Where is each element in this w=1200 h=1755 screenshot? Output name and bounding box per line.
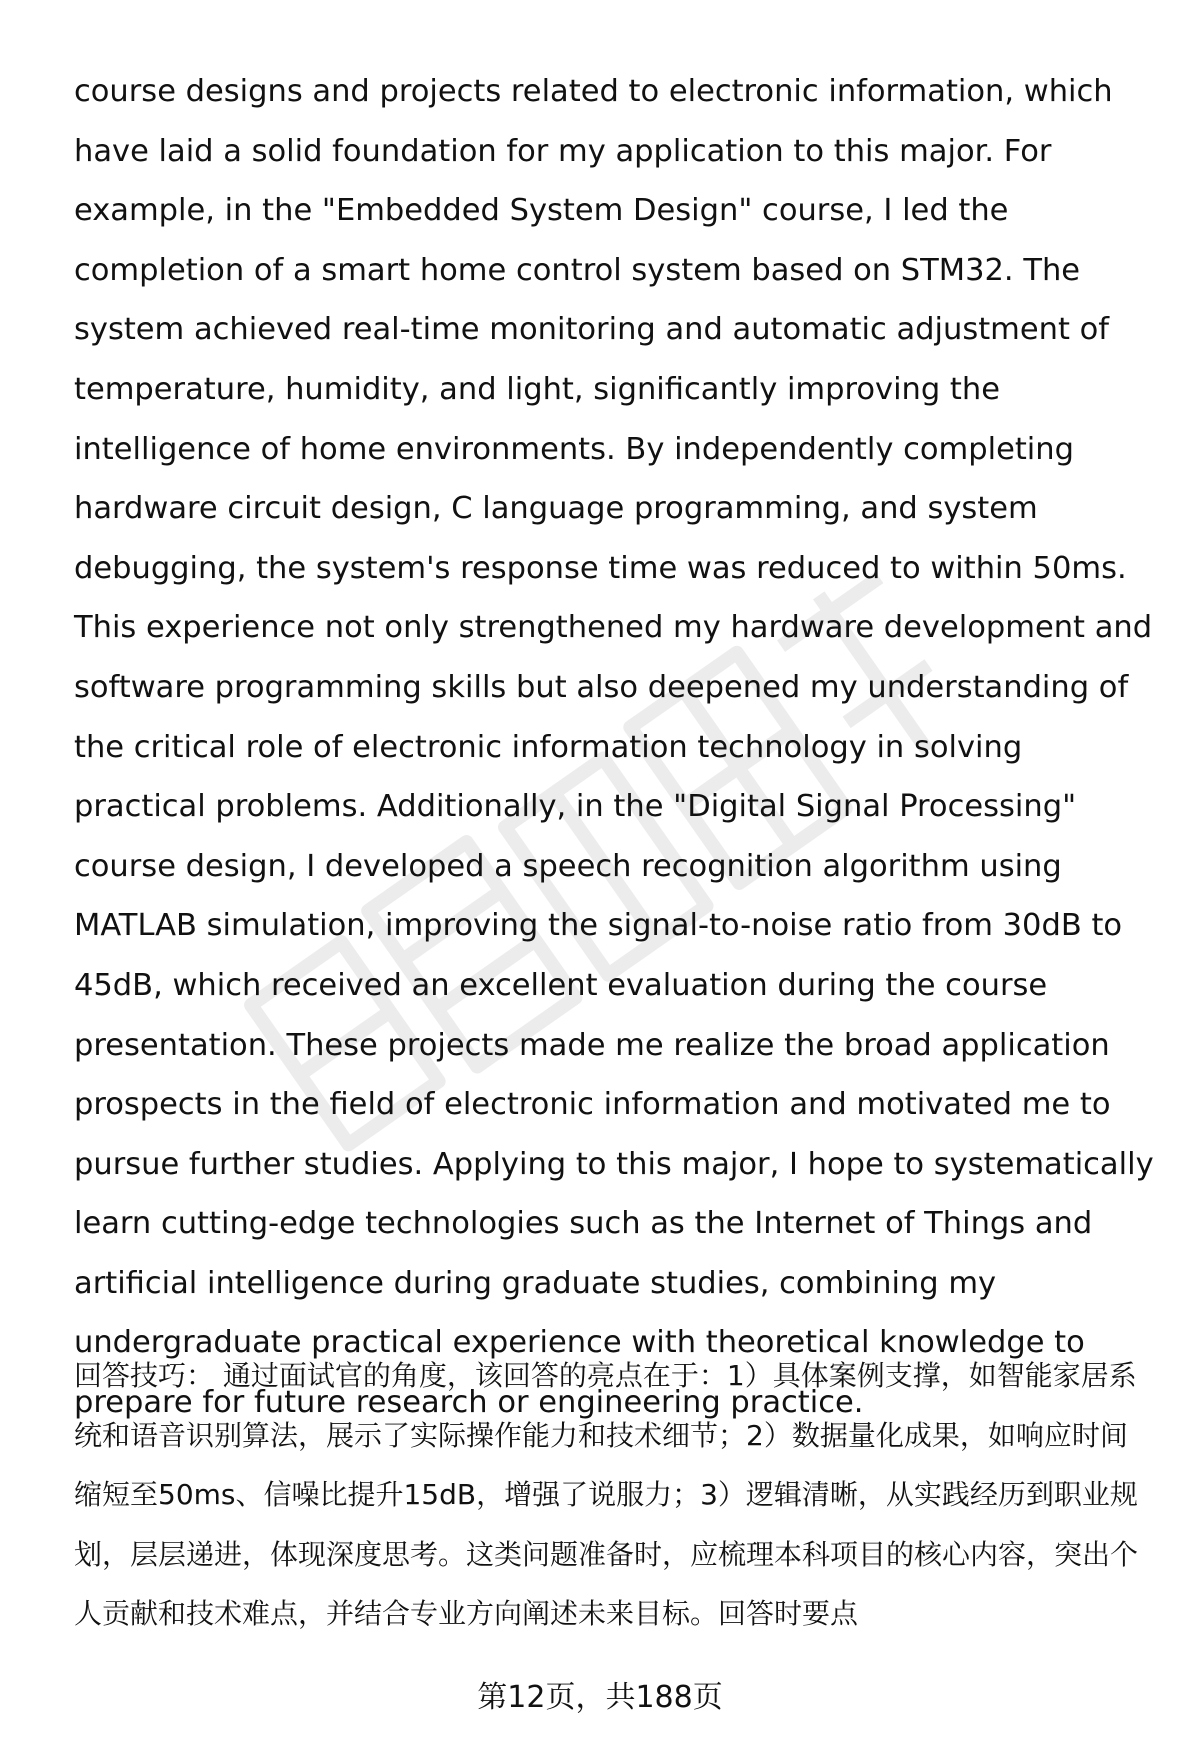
page-number-footer: 第12页，共188页 xyxy=(477,1680,723,1715)
answer-tips-paragraph: 回答技巧： 通过面试官的角度，该回答的亮点在于：1）具体案例支撑，如智能家居系统和语音识别算法，展示了实际操作能力和技术细节；2）数据量化成果，如响应时间缩短至50ms、信噪比提升15dB，增强了说服力；3）逻辑清晰，从实践经历到职业规划，层层递进，体现深度思考。这类问题准备时，应梳理本科项目的核心内容，突出个人贡献和技术难点，并结合专业方向阐述未来目标。回答时要点 xyxy=(74,1359,1139,1631)
answer-paragraph: course designs and projects related to electronic information, which have laid a solid foundation for my application to this major. For example, in the "Embedded System Design" course, I led the completion of a smart home control system based on STM32. The system achieved real-time monitoring and automatic adjustment of temperature, humidity, and light, significantly improving the intelligence of home environments. By independently completing hardware circuit design, C language programming, and system debugging, the system's response time was reduced to within 50ms. This experience not only strengthened my hardware development and software programming skills but also deepened my understanding of the critical role of electronic information technology in solving practical problems. Additionally, in the "Digital Signal Processing" course design, I developed a speech recognition algorithm using MATLAB simulation, improving the signal-to-noise ratio from 30dB to 45dB, which received an excellent evaluation during the course presentation. These projects made me realize the broad application prospects in the field of electronic information and motivated me to pursue further studies. Applying to this major, I hope to systematically learn cutting-edge technologies such as the Internet of Things and artificial intelligence during graduate studies, combining my undergraduate practical experience with theoretical knowledge to prepare for future research or engineering practice. xyxy=(74,74,1154,1421)
